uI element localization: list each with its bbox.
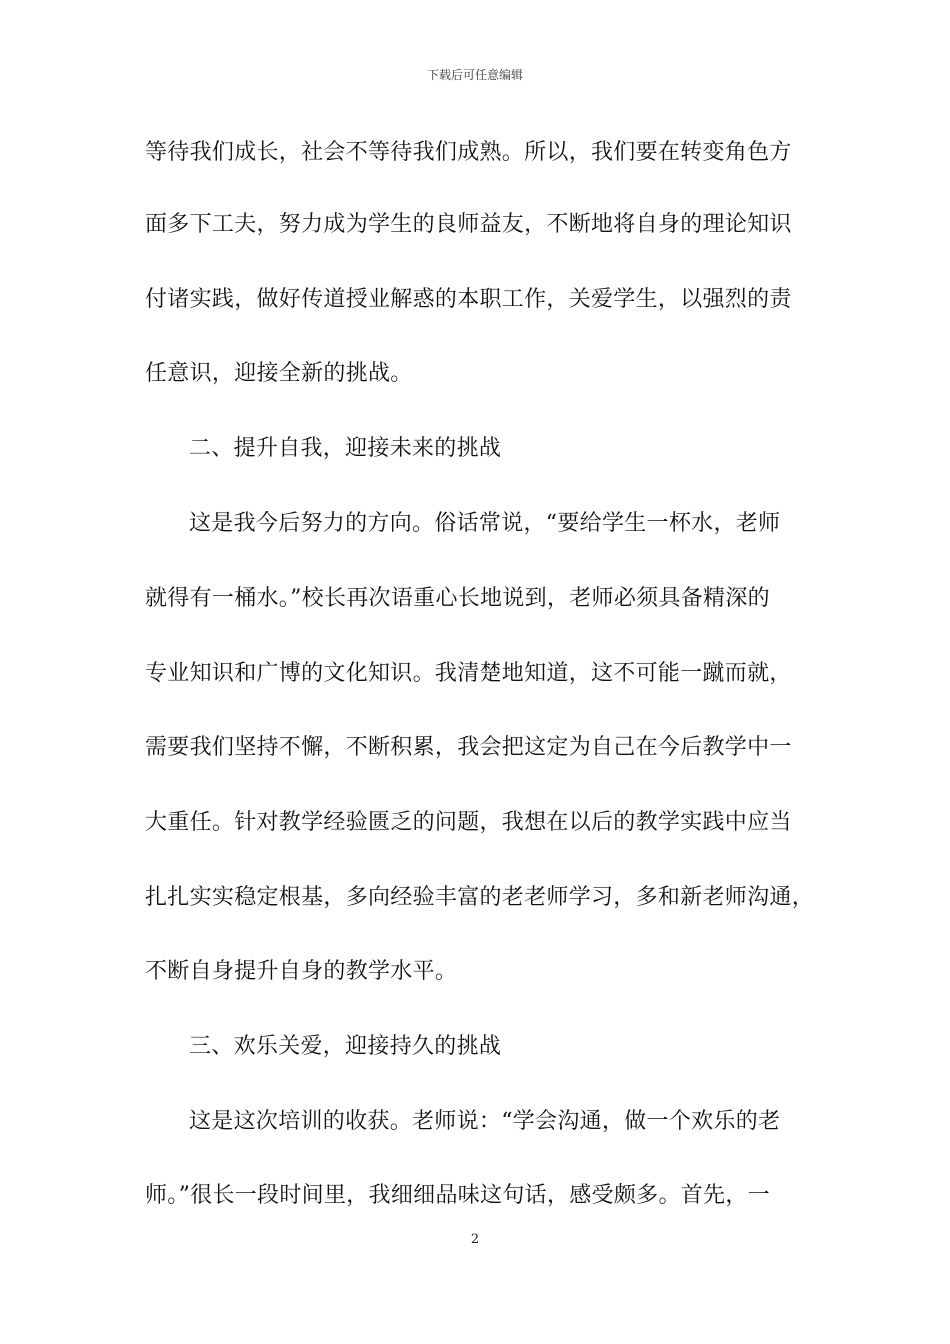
body-line-15: 师。”很长一段时间里，我细细品味这句话，感受颇多。首先，一 [145,1183,770,1208]
body-line-2: 面多下工夫，努力成为学生的良师益友，不断地将自身的理论知识 [145,212,792,237]
section-heading-3: 三、欢乐关爱，迎接持久的挑战 [189,1034,502,1059]
body-line-3: 付诸实践，做好传道授业解惑的本职工作，关爱学生，以强烈的责 [145,287,792,312]
body-line-1: 等待我们成长，社会不等待我们成熟。所以，我们要在转变角色方 [145,140,792,165]
body-line-9: 需要我们坚持不懈，不断积累，我会把这定为自己在今后教学中一 [145,735,792,760]
body-line-12: 不断自身提升自身的教学水平。 [145,959,458,984]
section-heading-2: 二、提升自我，迎接未来的挑战 [189,436,502,461]
page-number: 2 [470,1232,480,1247]
body-line-7: 就得有一桶水。”校长再次语重心长地说到，老师必须具备精深的 [145,586,770,611]
body-line-6: 这是我今后努力的方向。俗话常说，“要给学生一杯水，老师 [189,511,781,536]
body-line-11: 扎扎实实稳定根基，多向经验丰富的老老师学习，多和新老师沟通， [145,885,815,910]
body-line-4: 任意识，迎接全新的挑战。 [145,361,413,386]
body-line-10: 大重任。针对教学经验匮乏的问题，我想在以后的教学实践中应当 [145,810,792,835]
body-line-8: 专业知识和广博的文化知识。我清楚地知道，这不可能一蹴而就， [145,661,792,686]
body-line-14: 这是这次培训的收获。老师说：“学会沟通，做一个欢乐的老 [189,1109,781,1134]
page-header: 下载后可任意编辑 [426,68,523,82]
